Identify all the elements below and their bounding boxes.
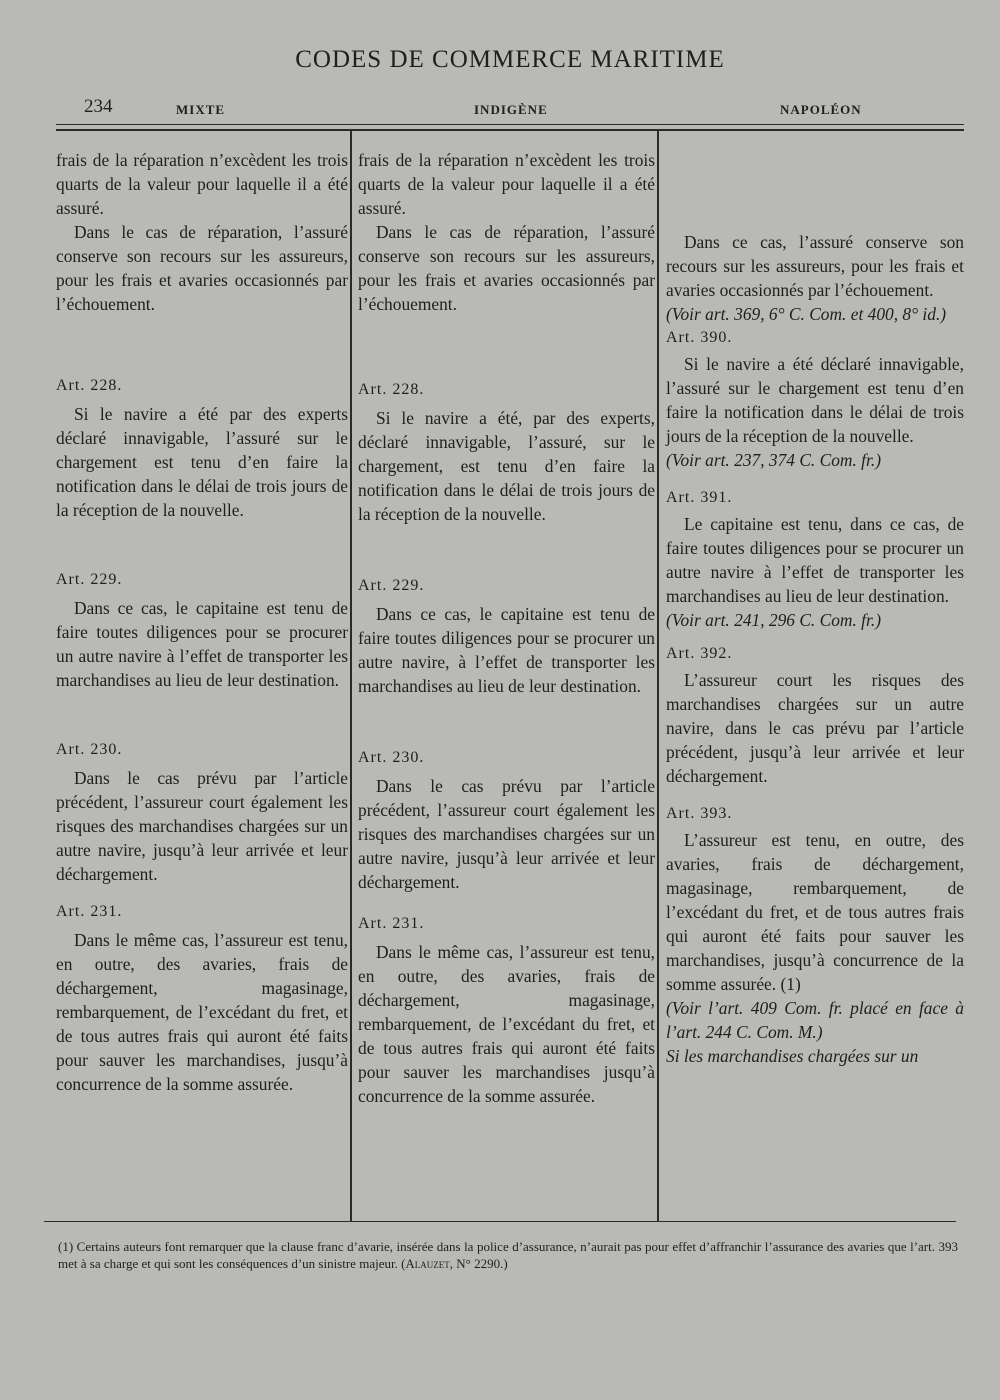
article-text: Si le navire a été déclaré innavigable, l’assuré sur le chargement est tenu d’en faire la notification dans le délai de trois jours de la réception de la nouvelle.	[666, 354, 964, 446]
article-title: Art. 228.	[358, 381, 425, 398]
article-text: Si le navire a été, par des experts, déclaré innavigable, l’assuré, sur le chargement, est tenu d’en faire la notification dans le délai de trois jours de la réception de la nouvelle.	[358, 408, 655, 524]
article-text: Dans ce cas, le capitaine est tenu de faire toutes diligences pour se procurer un autre navire, à l’effet de transporter les marchandises au lieu de leur destination.	[358, 604, 655, 696]
article-title: Art. 228.	[56, 377, 123, 394]
footnote-rule	[44, 1221, 956, 1222]
page-title: CODES DE COMMERCE MARITIME	[295, 46, 725, 73]
column-mixte	[56, 148, 348, 1096]
column-heading-napoleon: NAPOLÉON	[780, 102, 862, 117]
article-text: Dans le cas prévu par l’article précédent, l’assureur court également les risques des marchandises chargées sur un autre navire, jusqu’à leur arrivée et leur déchargement.	[56, 768, 348, 884]
column-napoleon	[666, 148, 964, 1068]
article-text: Le capitaine est tenu, dans ce cas, de faire toutes diligences pour se procurer un autre navire à l’effet de transporter les marchandises au lieu de leur destination.	[666, 514, 964, 606]
article-title: Art. 390.	[666, 329, 733, 346]
article-text: L’assureur est tenu, en outre, des avaries, frais de déchargement, magasinage, rembarquement, de l’excédant du fret, et de tous autres frais qui auront été faits pour sauver les marchandises, jusqu’à concurrence de la somme assurée. (1)	[666, 830, 964, 994]
article-text: Dans le même cas, l’assureur est tenu, en outre, des avaries, frais de déchargement, magasinage, rembarquement, de l’excédant du fret, et de tous autres frais qui auront été faits pour sauver les marchandises, jusqu’à concurrence de la somme assurée.	[56, 930, 348, 1094]
column-indigene	[358, 148, 655, 1108]
reference: (Voir l’art. 409 Com. fr. placé en face à l’art. 244 C. Com. M.)	[666, 998, 964, 1042]
article-text: Dans le même cas, l’assureur est tenu, en outre, des avaries, frais de déchargement, magasinage, rembarquement, de l’excédant du fret, et de tous autres frais qui auront été faits pour sauver les marchandises jusqu’à concurrence de la somme assurée.	[358, 942, 655, 1106]
paragraph: frais de la réparation n’excèdent les trois quarts de la valeur pour laquelle il a été assuré.	[358, 150, 655, 218]
paragraph: Dans le cas de réparation, l’assuré conserve son recours sur les assureurs, pour les frais et avaries occasionnés par l’échouement.	[358, 222, 655, 314]
article-title: Art. 391.	[666, 489, 733, 506]
paragraph: frais de la réparation n’excèdent les trois quarts de la valeur pour laquelle il a été assuré.	[56, 150, 348, 218]
article-text: Dans ce cas, le capitaine est tenu de faire toutes diligences pour se procurer un autre navire à l’effet de transporter les marchandises au lieu de leur destination.	[56, 598, 348, 690]
reference: (Voir art. 369, 6° C. Com. et 400, 8° id.)	[666, 304, 947, 324]
article-title: Art. 231.	[56, 903, 123, 920]
footnote-citation: (Alauzet, N° 2290.)	[401, 1256, 508, 1271]
header-rule-thick	[56, 129, 964, 131]
article-title: Art. 393.	[666, 805, 733, 822]
article-title: Art. 231.	[358, 915, 425, 932]
article-title: Art. 229.	[358, 577, 425, 594]
page-number: 234	[84, 96, 113, 117]
reference: (Voir art. 237, 374 C. Com. fr.)	[666, 450, 881, 470]
footnote	[58, 1238, 958, 1272]
column-divider-left	[350, 131, 352, 1222]
article-title: Art. 392.	[666, 645, 733, 662]
column-divider-right	[657, 131, 659, 1222]
article-title: Art. 230.	[56, 741, 123, 758]
footnote-text: (1) Certains auteurs font remarquer que la clause franc d’avarie, insérée dans la police d’assurance, n’aurait pas pour effet d’affranchir l’assurance des avaries que l’art. 393 met à sa charge et qui sont les conséquences d’un sinistre majeur.	[58, 1239, 958, 1271]
article-title: Art. 230.	[358, 749, 425, 766]
header-rule-thin	[56, 124, 964, 125]
paragraph: Dans ce cas, l’assuré conserve son recours sur les assureurs, pour les frais et avaries occasionnés par l’échouement.	[666, 232, 964, 300]
article-text: L’assureur court les risques des marchandises chargées sur un autre navire, dans le cas prévu par l’article précédent, jusqu’à leur arrivée et leur déchargement.	[666, 670, 964, 786]
column-heading-mixte: MIXTE	[176, 102, 226, 117]
article-text: Dans le cas prévu par l’article précédent, l’assureur court également les risques des marchandises chargées sur un autre navire, jusqu’à leur arrivée et leur déchargement.	[358, 776, 655, 892]
column-heading-indigene: INDIGÈNE	[474, 102, 548, 117]
reference: Si les marchandises chargées sur un	[666, 1046, 919, 1066]
paragraph: Dans le cas de réparation, l’assuré conserve son recours sur les assureurs, pour les frais et avaries occasionnés par l’échouement.	[56, 222, 348, 314]
reference: (Voir art. 241, 296 C. Com. fr.)	[666, 610, 881, 630]
article-text: Si le navire a été par des experts déclaré innavigable, l’assuré sur le chargement est tenu d’en faire la notification dans le délai de trois jours de la réception de la nouvelle.	[56, 404, 348, 520]
article-title: Art. 229.	[56, 571, 123, 588]
